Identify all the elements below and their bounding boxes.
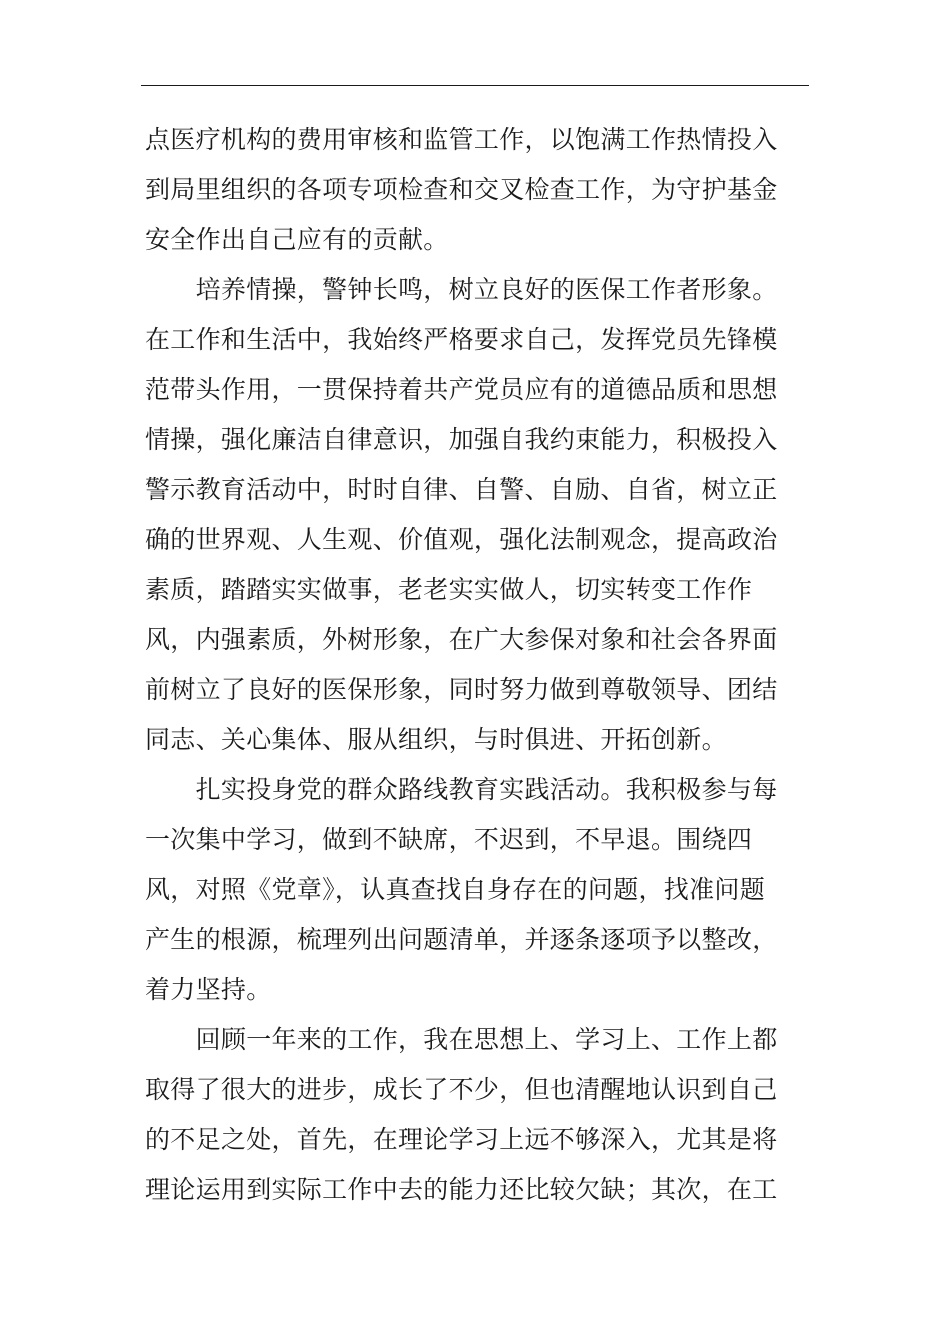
text-line: 一次集中学习，做到不缺席，不迟到，不早退。围绕四 bbox=[145, 825, 753, 854]
text-line: 着力坚持。 bbox=[145, 975, 272, 1004]
text-line: 取得了很大的进步，成长了不少，但也清醒地认识到自己 bbox=[145, 1075, 778, 1104]
text-line: 前树立了良好的医保形象，同时努力做到尊敬领导、团结 bbox=[145, 675, 778, 704]
text-line: 的不足之处，首先，在理论学习上远不够深入，尤其是将 bbox=[145, 1125, 778, 1154]
text-line: 安全作出自己应有的贡献。 bbox=[145, 225, 449, 254]
text-line: 确的世界观、人生观、价值观，强化法制观念，提高政治 bbox=[145, 525, 778, 554]
text-line: 风，内强素质，外树形象，在广大参保对象和社会各界面 bbox=[145, 625, 778, 654]
text-line: 点医疗机构的费用审核和监管工作，以饱满工作热情投入 bbox=[145, 125, 778, 154]
text-line: 培养情操，警钟长鸣，树立良好的医保工作者形象。 bbox=[145, 275, 778, 304]
text-line: 素质，踏踏实实做事，老老实实做人，切实转变工作作 bbox=[145, 575, 753, 604]
text-line: 到局里组织的各项专项检查和交叉检查工作，为守护基金 bbox=[145, 175, 778, 204]
text-line: 范带头作用，一贯保持着共产党员应有的道德品质和思想 bbox=[145, 375, 778, 404]
text-line: 情操，强化廉洁自律意识，加强自我约束能力，积极投入 bbox=[145, 425, 778, 454]
text-line: 同志、关心集体、服从组织，与时俱进、开拓创新。 bbox=[145, 725, 727, 754]
text-line: 回顾一年来的工作，我在思想上、学习上、工作上都 bbox=[145, 1025, 778, 1054]
text-line: 警示教育活动中，时时自律、自警、自励、自省，树立正 bbox=[145, 475, 778, 504]
text-line: 在工作和生活中，我始终严格要求自己，发挥党员先锋模 bbox=[145, 325, 778, 354]
text-line: 理论运用到实际工作中去的能力还比较欠缺；其次，在工 bbox=[145, 1175, 778, 1204]
text-line: 产生的根源，梳理列出问题清单，并逐条逐项予以整改， bbox=[145, 925, 778, 954]
header-rule bbox=[141, 85, 809, 86]
text-line: 扎实投身党的群众路线教育实践活动。我积极参与每 bbox=[145, 775, 778, 804]
text-line: 风，对照《党章》，认真查找自身存在的问题，找准问题 bbox=[145, 875, 766, 904]
document-body bbox=[145, 115, 805, 1215]
